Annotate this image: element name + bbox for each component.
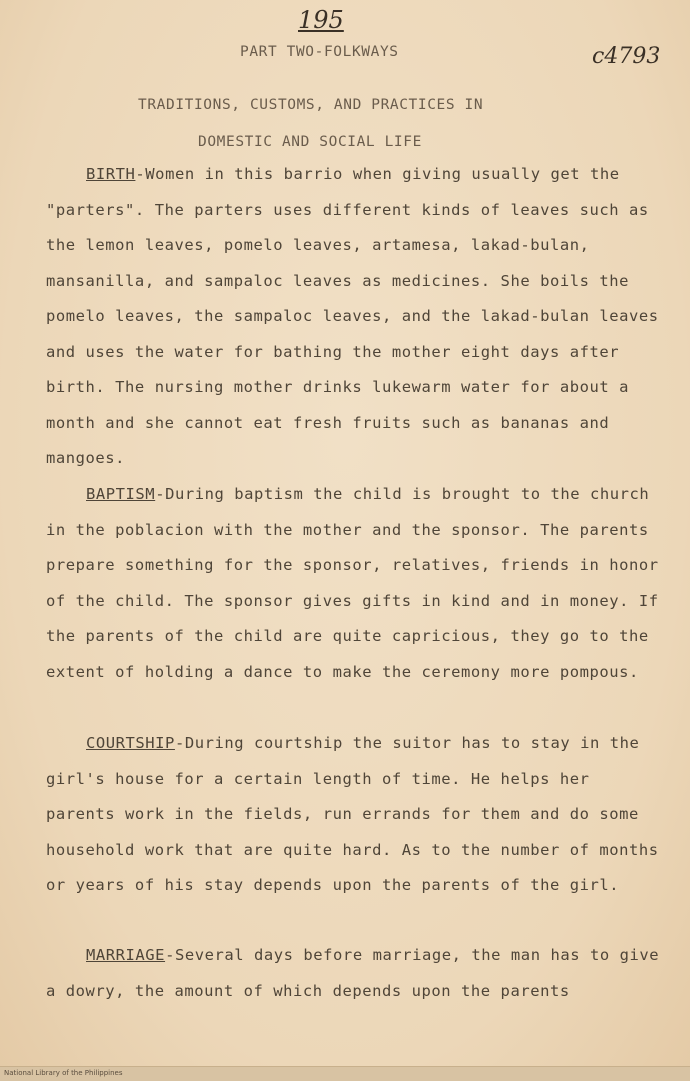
document-title-line-1: TRADITIONS, CUSTOMS, AND PRACTICES IN xyxy=(138,97,484,113)
heading-birth: BIRTH xyxy=(86,165,136,183)
heading-marriage: MARRIAGE xyxy=(86,946,166,964)
paragraph-marriage xyxy=(46,938,666,1009)
heading-courtship: COURTSHIP xyxy=(86,734,175,752)
page-number: 195 xyxy=(298,6,344,34)
footer-text: National Library of the Philippines xyxy=(4,1069,123,1077)
part-title: PART TWO-FOLKWAYS xyxy=(240,44,399,60)
paragraph-courtship xyxy=(46,726,666,904)
catalog-mark: c4793 xyxy=(592,44,661,69)
text-courtship: -During courtship the suitor has to stay in the girl's house for a certain length of time. He helps her parents work in the fields, run errands for them and do some household work that are quite hard. As to the number of months or years of his stay depends upon the parents of the girl. xyxy=(46,734,659,894)
text-birth: -Women in this barrio when giving usually get the "parters". The parters uses different kinds of leaves such as the lemon leaves, pomelo leaves, artamesa, lakad-bulan, mansanilla, and sampaloc leaves as medicines. She boils the pomelo leaves, the sampaloc leaves, and the lakad-bulan leaves and uses the water for bathing the mother eight days after birth. The nursing mother drinks lukewarm water for about a month and she cannot eat fresh fruits such as bananas and mangoes. xyxy=(46,165,659,467)
heading-baptism: BAPTISM xyxy=(86,485,156,503)
document-title-line-2: DOMESTIC AND SOCIAL LIFE xyxy=(198,134,422,150)
text-baptism: -During baptism the child is brought to the church in the poblacion with the mother and the sponsor. The parents prepare something for the sponsor, relatives, friends in honor of the child. The sponsor gives gifts in kind and in money. If the parents of the child are quite capricious, they go to the extent of holding a dance to make the ceremony more pompous. xyxy=(46,485,659,681)
paragraph-baptism xyxy=(46,477,666,690)
paragraph-birth xyxy=(46,157,666,477)
text-marriage: -Several days before marriage, the man has to give a dowry, the amount of which depends upon the parents xyxy=(46,946,660,1000)
